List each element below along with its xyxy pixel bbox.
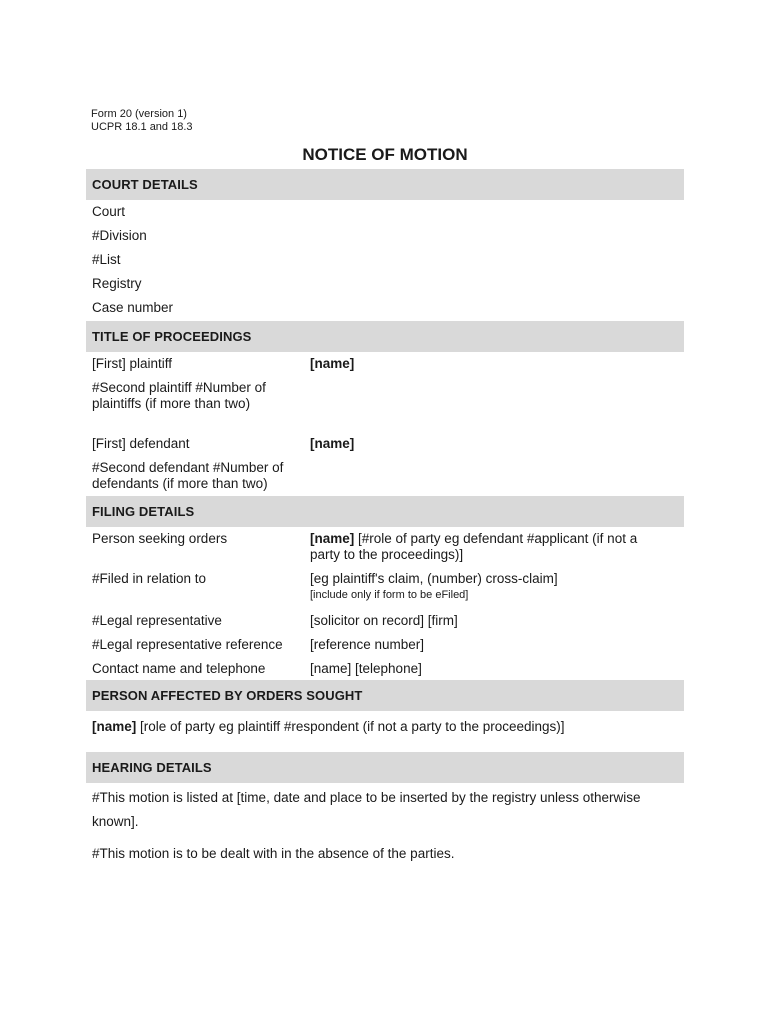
division-row <box>86 228 684 252</box>
title-of-proceedings-section <box>86 352 684 496</box>
court-label: Court <box>92 204 126 219</box>
first-plaintiff-label: [First] plaintiff <box>92 356 173 371</box>
first-plaintiff-row <box>86 356 684 380</box>
legal-representative-reference-value: [reference number] <box>310 637 425 652</box>
contact-label: Contact name and telephone <box>92 661 266 676</box>
second-defendant-row <box>86 460 684 495</box>
registry-label: Registry <box>92 276 142 291</box>
list-row <box>86 252 684 276</box>
section-header-court-details: COURT DETAILS <box>86 169 684 200</box>
second-defendant-label: #Second defendant #Number of defendants (if more than two) <box>92 460 284 491</box>
filed-in-relation-value-cell <box>310 571 684 613</box>
first-defendant-row <box>86 436 684 460</box>
list-label: #List <box>92 252 121 267</box>
legal-representative-reference-label: #Legal representative reference <box>92 637 283 652</box>
contact-value: [name] [telephone] <box>310 661 422 676</box>
first-defendant-value-cell <box>310 436 684 460</box>
hearing-listed-text: #This motion is listed at [time, date and place to be inserted by the registry unless otherwise known]. <box>92 790 641 829</box>
hearing-details-section <box>86 783 684 866</box>
document-title: NOTICE OF MOTION <box>302 145 468 164</box>
person-seeking-orders-row <box>86 531 684 571</box>
legal-representative-label: #Legal representative <box>92 613 222 628</box>
person-affected-name: [name] <box>92 719 137 734</box>
first-defendant-label: [First] defendant <box>92 436 190 451</box>
second-plaintiff-row <box>86 380 684 436</box>
form-number: Form 20 (version 1) <box>91 108 187 120</box>
section-header-hearing-details: HEARING DETAILS <box>86 752 684 783</box>
legal-representative-value: [solicitor on record] [firm] <box>310 613 458 628</box>
person-seeking-orders-value <box>310 531 684 571</box>
person-affected-role: [role of party eg plaintiff #respondent (if not a party to the proceedings)] <box>136 719 565 734</box>
section-header-person-affected: PERSON AFFECTED BY ORDERS SOUGHT <box>86 680 684 711</box>
section-header-title-of-proceedings: TITLE OF PROCEEDINGS <box>86 321 684 352</box>
division-label: #Division <box>92 228 147 243</box>
legal-representative-row <box>86 613 684 637</box>
form-meta <box>86 108 684 134</box>
filed-in-relation-label: #Filed in relation to <box>92 571 207 586</box>
hearing-absence-text: #This motion is to be dealt with in the absence of the parties. <box>92 846 455 861</box>
registry-row <box>86 276 684 300</box>
filing-details-section <box>86 527 684 680</box>
first-defendant-value: [name] <box>310 436 355 451</box>
second-plaintiff-label: #Second plaintiff #Number of plaintiffs (if more than two) <box>92 380 266 411</box>
case-number-label: Case number <box>92 300 174 315</box>
person-seeking-orders-label: Person seeking orders <box>92 531 228 546</box>
contact-row <box>86 661 684 679</box>
filed-in-relation-row <box>86 571 684 613</box>
court-details-section <box>86 200 684 321</box>
efiled-note: [include only if form to be eFiled] <box>310 589 469 601</box>
person-affected-section <box>86 711 684 752</box>
court-row <box>86 204 684 228</box>
form-rule: UCPR 18.1 and 18.3 <box>91 121 193 133</box>
person-seeking-orders-name: [name] <box>310 531 355 546</box>
first-plaintiff-value: [name] <box>310 356 355 371</box>
first-plaintiff-value-cell <box>310 356 684 380</box>
filed-in-relation-value: [eg plaintiff's claim, (number) cross-claim] <box>310 571 558 586</box>
legal-representative-reference-row <box>86 637 684 661</box>
notice-of-motion-form <box>86 108 684 866</box>
case-number-row <box>86 300 684 316</box>
person-seeking-orders-role: [#role of party eg defendant #applicant (if not a party to the proceedings)] <box>310 531 638 562</box>
section-header-filing-details: FILING DETAILS <box>86 496 684 527</box>
